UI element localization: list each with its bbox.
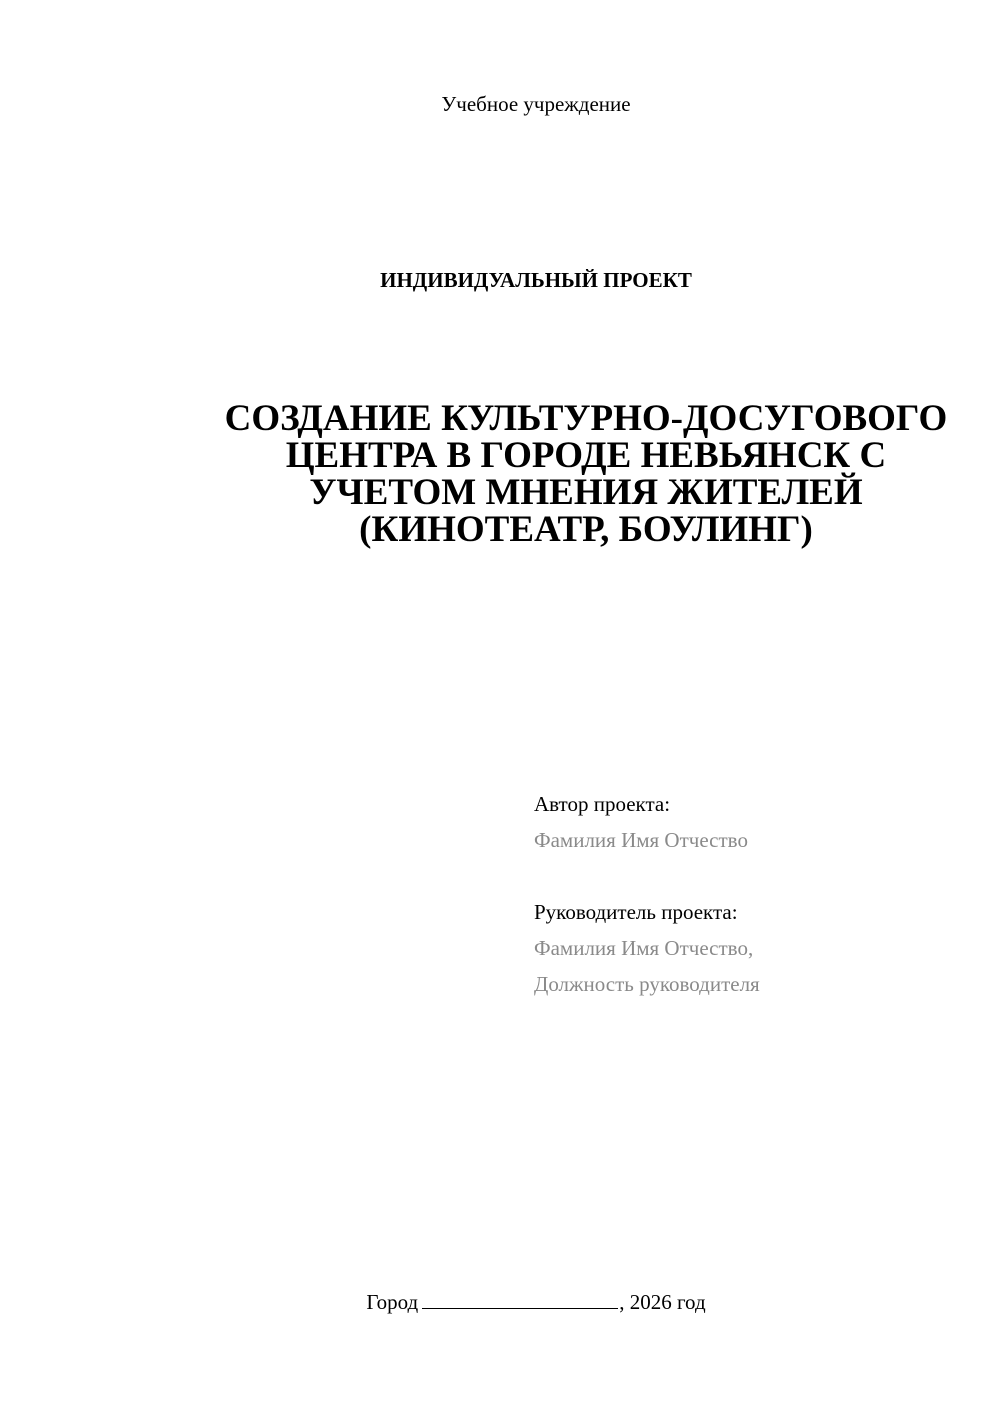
author-block	[534, 786, 974, 858]
author-name-placeholder: Фамилия Имя Отчество	[534, 828, 748, 852]
title-line: (КИНОТЕАТР, БОУЛИНГ)	[359, 509, 813, 550]
institution-name: Учебное учреждение	[441, 92, 631, 116]
project-title	[120, 400, 1000, 548]
supervisor-name-placeholder: Фамилия Имя Отчество,	[534, 936, 754, 960]
title-line: СОЗДАНИЕ КУЛЬТУРНО-ДОСУГОВОГО	[224, 398, 948, 439]
year-text: , 2026 год	[619, 1290, 706, 1314]
city-label: Город	[366, 1290, 419, 1314]
supervisor-label: Руководитель проекта:	[534, 900, 738, 924]
document-type: ИНДИВИДУАЛЬНЫЙ ПРОЕКТ	[380, 268, 692, 292]
supervisor-block	[534, 894, 974, 1002]
city-year-line	[0, 1290, 1000, 1315]
title-line: ЦЕНТРА В ГОРОДЕ НЕВЬЯНСК С	[285, 435, 887, 476]
author-label: Автор проекта:	[534, 792, 671, 816]
supervisor-position-placeholder: Должность руководителя	[534, 972, 760, 996]
title-line: УЧЕТОМ МНЕНИЯ ЖИТЕЛЕЙ	[309, 472, 863, 513]
city-blank-line	[422, 1290, 618, 1309]
